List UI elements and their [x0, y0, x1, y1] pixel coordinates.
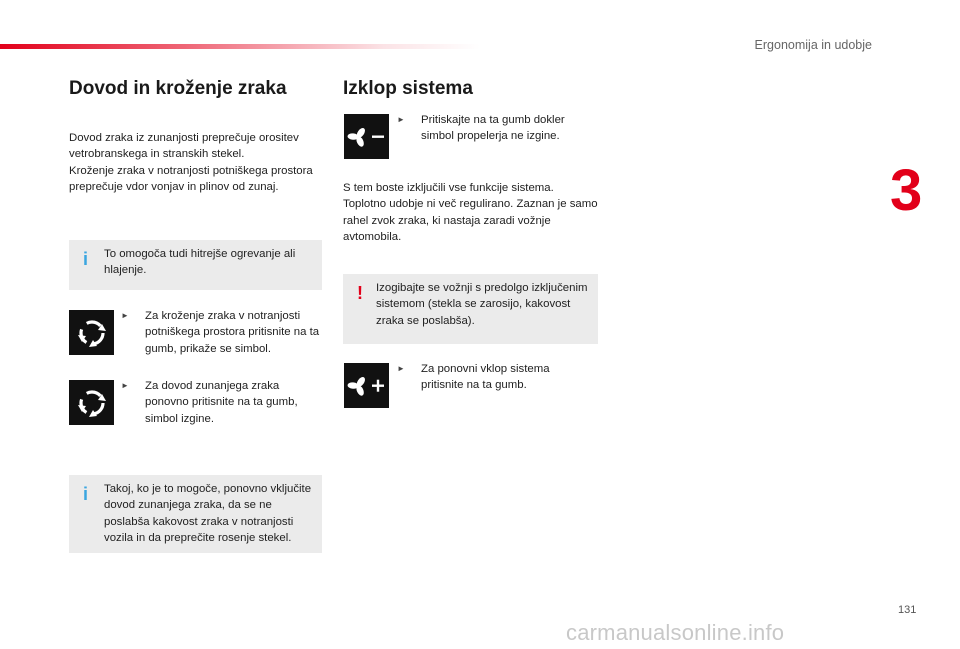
arrow-bullet-icon: ►: [121, 311, 129, 320]
page-number: 131: [898, 604, 917, 616]
step-recirculation-on-text: Za kroženje zraka v notranjosti potniškega prostora pritisnite na ta gumb, prikaže se simbol.: [145, 310, 320, 355]
info-note-2-text: Takoj, ko je to mogoče, ponovno vključite dovod zunanjega zraka, da se ne poslabša kakovost zraka v notranjosti vozila in da preprečite rosenje stekel.: [104, 483, 312, 545]
arrow-bullet-icon: ►: [397, 115, 405, 124]
air-recirculation-icon: [69, 380, 114, 425]
header-accent-bar: [0, 44, 480, 49]
fan-plus-icon: [344, 363, 389, 408]
warning-note-text: Izogibajte se vožnji s predolgo izključenim sistemom (stekla se zarosijo, kakovost zraka se poslabša).: [376, 282, 588, 327]
right-body-text: S tem boste izključili vse funkcije sistema. Toplotno udobje ni več regulirano. Zaznan je samo rahel zvok zraka, ki nastaja zaradi vožnje avtomobila.: [343, 182, 598, 244]
info-icon: i: [83, 484, 89, 504]
chapter-title: Ergonomija in udobje: [754, 38, 872, 52]
right-section-title: Izklop sistema: [343, 78, 473, 99]
left-section-title: Dovod in kroženje zraka: [69, 78, 287, 99]
step-fan-on-text: Za ponovni vklop sistema pritisnite na ta gumb.: [421, 363, 550, 392]
info-note-2: [69, 475, 322, 553]
info-note-1-text: To omogoča tudi hitrejše ogrevanje ali hlajenje.: [104, 248, 296, 277]
chapter-number: 3: [890, 158, 923, 223]
warning-icon: !: [357, 283, 363, 303]
step-fan-off-text: Pritiskajte na ta gumb dokler simbol propelerja ne izgine.: [421, 114, 565, 143]
arrow-bullet-icon: ►: [397, 364, 405, 373]
arrow-bullet-icon: ►: [121, 381, 129, 390]
watermark: carmanualsonline.info: [566, 620, 785, 645]
step-recirculation-off-text: Za dovod zunanjega zraka ponovno pritisnite na ta gumb, simbol izgine.: [145, 380, 298, 425]
fan-minus-icon: [344, 114, 389, 159]
info-note-1: [69, 240, 322, 290]
left-intro-text: Dovod zraka iz zunanjosti preprečuje orositev vetrobranskega in stranskih stekel. Kroženje zraka v notranjosti potniškega prostora preprečuje vdor vonjav in plinov od zunaj.: [69, 132, 313, 194]
info-icon: i: [83, 249, 89, 269]
air-recirculation-icon: [69, 310, 114, 355]
warning-note: [343, 274, 598, 344]
